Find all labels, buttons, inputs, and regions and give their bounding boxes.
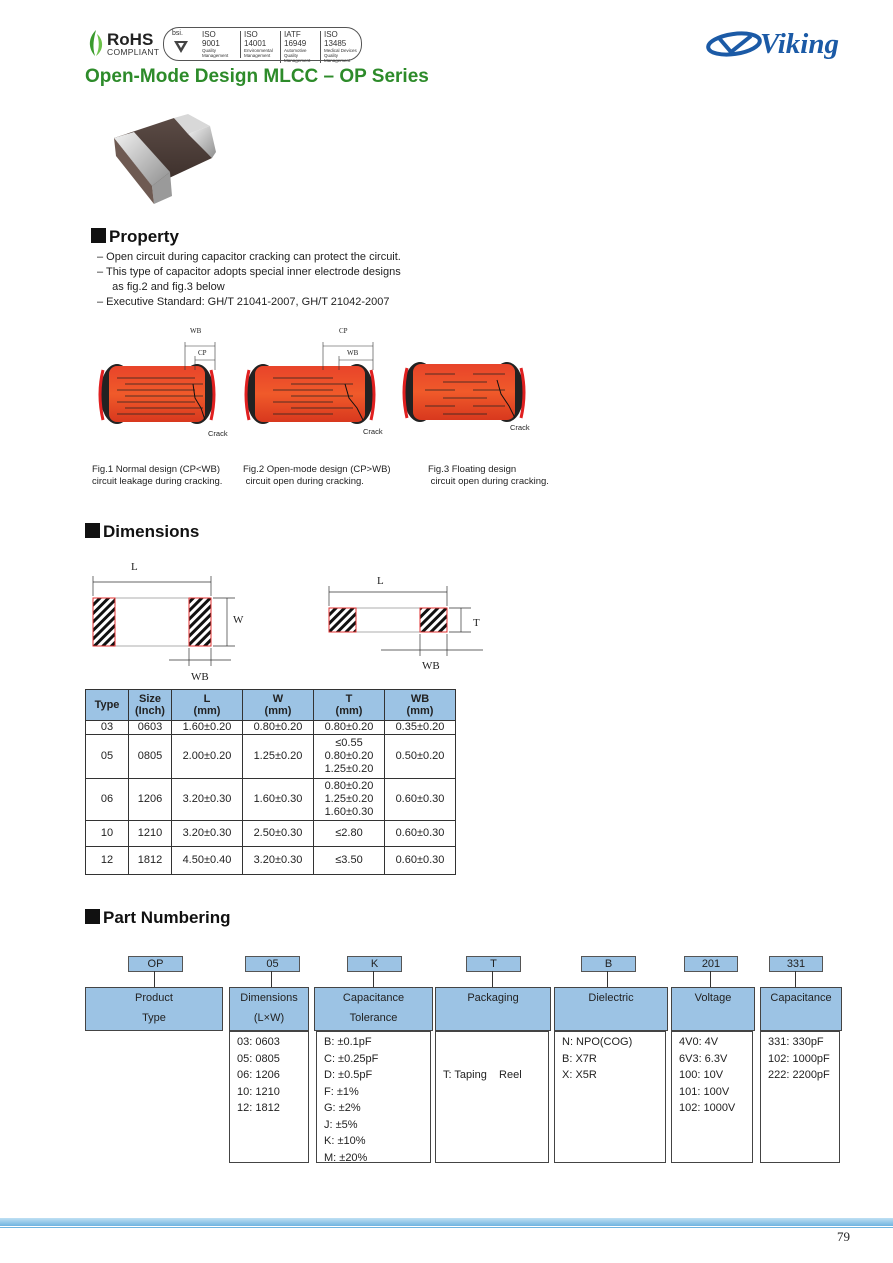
- heading-square-icon: [91, 228, 106, 243]
- cell-w: 2.50±0.30: [243, 821, 314, 847]
- cell-t: 0.80±0.20 1.25±0.20 1.60±0.30: [314, 779, 385, 821]
- cert-iso14001: ISO 14001 Environmental Management: [240, 31, 280, 58]
- code-tolerance: K: [347, 956, 402, 972]
- connector-line: [795, 971, 796, 987]
- code-capacitance: 331: [769, 956, 823, 972]
- fig2-wb-label: WB: [347, 349, 359, 357]
- property-heading: Property: [91, 227, 179, 247]
- cert-iatf16949: IATF 16949 Automotive Quality Management: [280, 31, 320, 63]
- connector-line: [154, 971, 155, 987]
- table-row: [86, 721, 456, 735]
- list-item: 331: 330pF: [768, 1036, 824, 1048]
- dimensions-heading: Dimensions: [85, 522, 199, 542]
- dielectric-options: [554, 1031, 666, 1163]
- list-item: 100: 10V: [679, 1069, 724, 1081]
- footer-band: [0, 1218, 893, 1226]
- list-item: N: NPO(COG): [562, 1036, 633, 1048]
- rohs-subtitle: COMPLIANT: [107, 47, 160, 57]
- connector-line: [271, 971, 272, 987]
- fig3-crack-label: Crack: [510, 423, 530, 432]
- top-view-width-label: W: [233, 614, 244, 626]
- list-item: 12: 1812: [237, 1102, 280, 1114]
- cell-t: ≤2.80: [314, 821, 385, 847]
- cell-type: 12: [86, 847, 129, 875]
- property-line-3: as fig.2 and fig.3 below: [103, 281, 225, 293]
- cert-iso13485: ISO 13485 Medical Devices Quality Management: [320, 31, 358, 63]
- property-line-1: – Open circuit during capacitor cracking can protect the circuit.: [97, 251, 401, 263]
- cell-size: 0603: [129, 721, 172, 735]
- list-item: 05: 0805: [237, 1052, 280, 1065]
- side-view-length-label: L: [377, 575, 384, 587]
- list-item: 6V3: 6.3V: [679, 1052, 728, 1065]
- fig3-floating-design: [403, 362, 524, 422]
- dimensions-options: [229, 1031, 309, 1163]
- code-product-type: OP: [128, 956, 183, 972]
- cell-w: 1.60±0.30: [243, 779, 314, 821]
- field-dimensions: Dimensions (L×W): [229, 987, 309, 1031]
- table-row: [86, 847, 456, 875]
- fig2-cp-label: CP: [339, 327, 348, 335]
- bsi-mark: bsi.: [172, 30, 190, 55]
- cell-l: 4.50±0.40: [172, 847, 243, 875]
- dimensions-table: [85, 689, 456, 875]
- field-dielectric: Dielectric: [554, 987, 668, 1031]
- certification-strip: [163, 27, 362, 61]
- page-title: Open-Mode Design MLCC – OP Series: [85, 66, 429, 87]
- col-w-header: W (mm): [243, 690, 314, 721]
- cell-wb: 0.50±0.20: [385, 735, 456, 779]
- cell-wb: 0.35±0.20: [385, 721, 456, 735]
- cell-l: 2.00±0.20: [172, 735, 243, 779]
- cell-size: 1206: [129, 779, 172, 821]
- list-item: F: ±1%: [324, 1085, 359, 1098]
- list-item: K: ±10%: [324, 1135, 366, 1147]
- cell-l: 3.20±0.30: [172, 821, 243, 847]
- cert-iso9001: ISO 9001 Quality Management: [202, 30, 229, 58]
- part-numbering-heading: Part Numbering: [85, 908, 231, 928]
- field-product-type: Product Type: [85, 987, 223, 1031]
- fig1-crack-label: Crack: [208, 429, 228, 438]
- list-item: G: ±2%: [324, 1102, 361, 1114]
- cell-wb: 0.60±0.30: [385, 779, 456, 821]
- side-view-drawing: [329, 586, 483, 656]
- cell-type: 03: [86, 721, 129, 735]
- fig2-crack-label: Crack: [363, 427, 383, 436]
- brand-name: Viking: [760, 28, 839, 60]
- code-dielectric: B: [581, 956, 636, 972]
- list-item: 4V0: 4V: [679, 1036, 719, 1048]
- cell-type: 06: [86, 779, 129, 821]
- heading-square-icon: [85, 909, 100, 924]
- cell-size: 1210: [129, 821, 172, 847]
- cell-w: 1.25±0.20: [243, 735, 314, 779]
- top-view-drawing: [93, 576, 235, 666]
- table-header-row: [86, 690, 456, 721]
- col-wb-header: WB (mm): [385, 690, 456, 721]
- top-view-wb-label: WB: [191, 671, 209, 683]
- list-item: M: ±20%: [324, 1151, 368, 1164]
- fig1-wb-label: WB: [190, 327, 202, 335]
- list-item: B: ±0.1pF: [324, 1036, 372, 1048]
- field-capacitance: Capacitance: [760, 987, 842, 1031]
- property-line-4: – Executive Standard: GH/T 21041-2007, GH/T 21042-2007: [97, 296, 390, 308]
- design-figures: [95, 322, 535, 442]
- property-line-2: – This type of capacitor adopts special inner electrode designs: [97, 266, 401, 278]
- cell-w: 0.80±0.20: [243, 721, 314, 735]
- fig3-caption: Fig.3 Floating design circuit open during cracking.: [428, 464, 549, 487]
- code-packaging: T: [466, 956, 521, 972]
- list-item: 222: 2200pF: [768, 1069, 830, 1081]
- col-size-header: Size (Inch): [129, 690, 172, 721]
- list-item: 06: 1206: [237, 1069, 280, 1081]
- code-voltage: 201: [684, 956, 738, 972]
- list-item: J: ±5%: [324, 1118, 358, 1131]
- connector-line: [373, 971, 374, 987]
- col-l-header: L (mm): [172, 690, 243, 721]
- field-packaging: Packaging: [435, 987, 551, 1031]
- fig1-cp-label: CP: [198, 349, 207, 357]
- list-item: C: ±0.25pF: [324, 1052, 379, 1065]
- cell-l: 1.60±0.20: [172, 721, 243, 735]
- table-row: [86, 779, 456, 821]
- footer-rule: [0, 1227, 893, 1228]
- list-item: 10: 1210: [237, 1085, 280, 1098]
- packaging-options: [435, 1031, 549, 1163]
- capacitance-options: [760, 1031, 840, 1163]
- side-view-wb-label: WB: [422, 660, 440, 672]
- rohs-leaf-icon: [86, 28, 106, 58]
- cell-wb: 0.60±0.30: [385, 847, 456, 875]
- cell-t: 0.80±0.20: [314, 721, 385, 735]
- cell-type: 05: [86, 735, 129, 779]
- table-row: [86, 735, 456, 779]
- code-dimensions: 05: [245, 956, 300, 972]
- bsi-kitemark-icon: [172, 39, 190, 55]
- top-view-length-label: L: [131, 561, 138, 573]
- list-item: 102: 1000V: [679, 1102, 736, 1114]
- cell-t: ≤3.50: [314, 847, 385, 875]
- field-voltage: Voltage: [671, 987, 755, 1031]
- page-number: 79: [837, 1229, 850, 1244]
- list-item: T: Taping Reel: [443, 1069, 522, 1081]
- list-item: X: X5R: [562, 1069, 597, 1081]
- cell-t: ≤0.55 0.80±0.20 1.25±0.20: [314, 735, 385, 779]
- mlcc-chip-image: [104, 108, 222, 208]
- cell-type: 10: [86, 821, 129, 847]
- rohs-title: RoHS: [107, 30, 154, 49]
- voltage-options: [671, 1031, 753, 1163]
- connector-line: [607, 971, 608, 987]
- side-view-thickness-label: T: [473, 617, 480, 629]
- cell-wb: 0.60±0.30: [385, 821, 456, 847]
- list-item: 102: 1000pF: [768, 1052, 830, 1065]
- connector-line: [492, 971, 493, 987]
- cell-size: 0805: [129, 735, 172, 779]
- cell-l: 3.20±0.30: [172, 779, 243, 821]
- tolerance-options: [316, 1031, 431, 1163]
- col-t-header: T (mm): [314, 690, 385, 721]
- table-row: [86, 821, 456, 847]
- fig2-caption: Fig.2 Open-mode design (CP>WB) circuit open during cracking.: [243, 464, 391, 487]
- field-capacitance-tolerance: Capacitance Tolerance: [314, 987, 433, 1031]
- list-item: D: ±0.5pF: [324, 1069, 373, 1081]
- list-item: B: X7R: [562, 1052, 597, 1065]
- connector-line: [710, 971, 711, 987]
- cell-w: 3.20±0.30: [243, 847, 314, 875]
- list-item: 03: 0603: [237, 1036, 280, 1048]
- heading-square-icon: [85, 523, 100, 538]
- list-item: 101: 100V: [679, 1085, 730, 1098]
- viking-logo-icon: [705, 30, 763, 58]
- cell-size: 1812: [129, 847, 172, 875]
- col-type-header: Type: [86, 690, 129, 721]
- fig1-caption: Fig.1 Normal design (CP<WB) circuit leakage during cracking.: [92, 464, 223, 487]
